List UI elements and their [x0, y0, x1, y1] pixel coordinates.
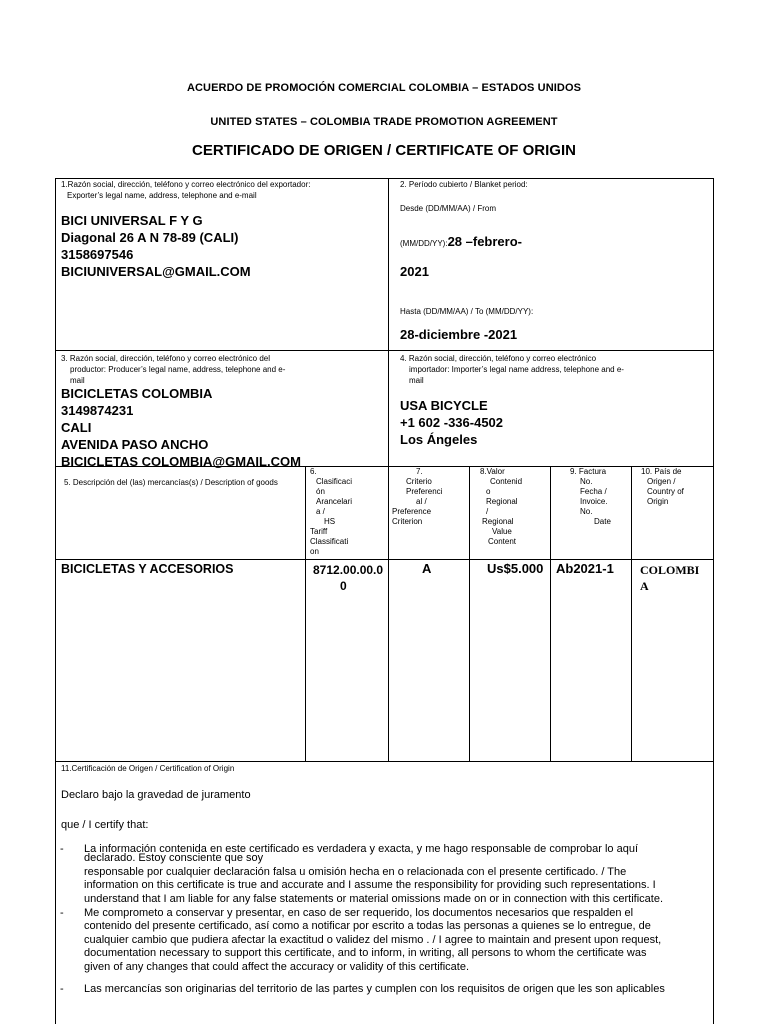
- certify-en: que / I certify that:: [61, 819, 149, 831]
- goods-invoice: Ab2021-1: [556, 561, 614, 576]
- col-divider: [550, 466, 551, 761]
- exporter-email: BICIUNIVERSAL@GMAIL.COM: [61, 264, 251, 279]
- col-divider: [305, 466, 306, 761]
- importer-label-line2: importador: Importer’s legal name address, telephone and e-: [409, 365, 624, 374]
- col-divider: [631, 466, 632, 761]
- importer-phone: +1 602 -336-4502: [400, 415, 504, 430]
- producer-address: AVENIDA PASO ANCHO: [61, 437, 209, 452]
- producer-city: CALI: [61, 420, 92, 435]
- from-label: Desde (DD/MM/AA) / From: [400, 204, 497, 213]
- col-origin-header: 10. País de Origen / Country of Origin: [641, 467, 684, 506]
- importer-label-line1: 4. Razón social, dirección, teléfono y correo electrónico: [400, 354, 597, 363]
- from-date: 28 –febrero-: [447, 234, 522, 249]
- agreement-title-es: ACUERDO DE PROMOCIÓN COMERCIAL COLOMBIA – ESTADOS UNIDOS: [186, 82, 582, 94]
- exporter-phone: 3158697546: [61, 247, 134, 262]
- importer-label-line3: mail: [409, 376, 424, 385]
- col-divider: [388, 179, 389, 466]
- exporter-label: [61, 179, 381, 201]
- row-divider: [56, 559, 713, 560]
- goods-origin: COLOMBI A: [640, 563, 700, 593]
- col-criterion-header: 7. Criterio Preferenci al / Preference Criterion: [392, 467, 443, 526]
- row-divider: [56, 761, 713, 762]
- col-divider: [388, 466, 389, 761]
- declaration-es: Declaro bajo la gravedad de juramento: [61, 789, 251, 801]
- blanket-period-label: 2. Período cubierto / Blanket period:: [400, 180, 528, 189]
- producer-email: BICICLETAS COLOMBIA@GMAIL.COM: [61, 454, 301, 469]
- col-hs-header: 6. Clasificaci ón Arancelari a / HS Tariff Classificati on: [310, 467, 353, 556]
- producer-label-line1: 3. Razón social, dirección, teléfono y correo electrónico del: [61, 354, 270, 363]
- col-invoice-header: 9. Factura No. Fecha / Invoice. No. Date: [570, 467, 611, 526]
- from-format-label: (MM/DD/YY):: [400, 239, 448, 248]
- producer-info: [61, 385, 381, 470]
- goods-criterion: A: [422, 561, 432, 576]
- importer-city: Los Ángeles: [400, 432, 478, 447]
- importer-name: USA BICYCLE: [400, 398, 488, 413]
- producer-name: BICICLETAS COLOMBIA: [61, 386, 213, 401]
- col-description-header: 5. Descripción del (las) mercancías(s) / Description of goods: [64, 478, 278, 487]
- exporter-address: Diagonal 26 A N 78-89 (CALI): [61, 230, 239, 245]
- importer-info: [400, 397, 710, 448]
- bullet-mark-1: -: [60, 843, 64, 855]
- goods-description: BICICLETAS Y ACCESORIOS: [61, 562, 234, 576]
- to-label: Hasta (DD/MM/AA) / To (MM/DD/YY):: [400, 307, 534, 316]
- exporter-info: [61, 212, 381, 280]
- importer-label: [400, 353, 710, 386]
- col-value-header: 8.Valor Contenid o Regional / Regional Value Content: [480, 467, 523, 546]
- certificate-title: CERTIFICADO DE ORIGEN / CERTIFICATE OF ORIGIN: [192, 142, 576, 159]
- certification-bullet-2: Me comprometo a conservar y presentar, en caso de ser requerido, los documentos necesarios que respalden el contenido del presente certificado, así como a notificar por escrito a todas las personas a quienes se lo entregue, de cualquier cambio que pudiera afectar la exactitud o validez del mismo . / I agree to maintain and present upon request, documentation necessary to support this certificate, and to inform, in writing, all persons to whom the certificate was given of any changes that could affect the accuracy or validity of this certificate.: [84, 907, 662, 973]
- producer-label: [61, 353, 381, 386]
- exporter-label-en: Exporter’s legal name, address, telephone and e-mail: [67, 191, 257, 200]
- agreement-title-en: UNITED STATES – COLOMBIA TRADE PROMOTION AGREEMENT: [210, 116, 558, 128]
- row-divider: [56, 350, 713, 351]
- certification-bullet-1: La información contenida en este certificado es verdadera y exacta, y me hago responsable de comprobar lo aquí declarado. Estoy consciente que soy responsable por cualquier declaración falsa u omisión hecha en o relacionada con el presente certificado. / The information on this certificate is true and accurate and I assume the responsibility for providing such representations. I understand that I am liable for any false statements or material omissions made on or in connection with this certificate.: [84, 843, 664, 905]
- from-row: [400, 233, 522, 251]
- bullet-mark-2: -: [60, 907, 64, 919]
- exporter-label-es: 1.Razón social, dirección, teléfono y correo electrónico del exportador:: [61, 180, 311, 189]
- producer-phone: 3149874231: [61, 403, 134, 418]
- certification-bullet-3: Las mercancías son originarias del territorio de las partes y cumplen con los requisitos de origen que les son aplicables: [84, 983, 665, 995]
- goods-value: Us$5.000: [487, 561, 544, 576]
- goods-hs-code: 8712.00.00.0 0: [313, 563, 384, 593]
- certification-label: 11.Certificación de Origen / Certification of Origin: [61, 764, 235, 773]
- from-year: 2021: [400, 264, 429, 279]
- exporter-name: BICI UNIVERSAL F Y G: [61, 213, 203, 228]
- certificate-form: [55, 178, 714, 1024]
- producer-label-line3: mail: [70, 376, 85, 385]
- col-divider: [469, 466, 470, 761]
- to-date: 28-diciembre -2021: [400, 327, 518, 342]
- bullet-mark-3: -: [60, 983, 64, 995]
- producer-label-line2: productor: Producer’s legal name, address, telephone and e-: [70, 365, 286, 374]
